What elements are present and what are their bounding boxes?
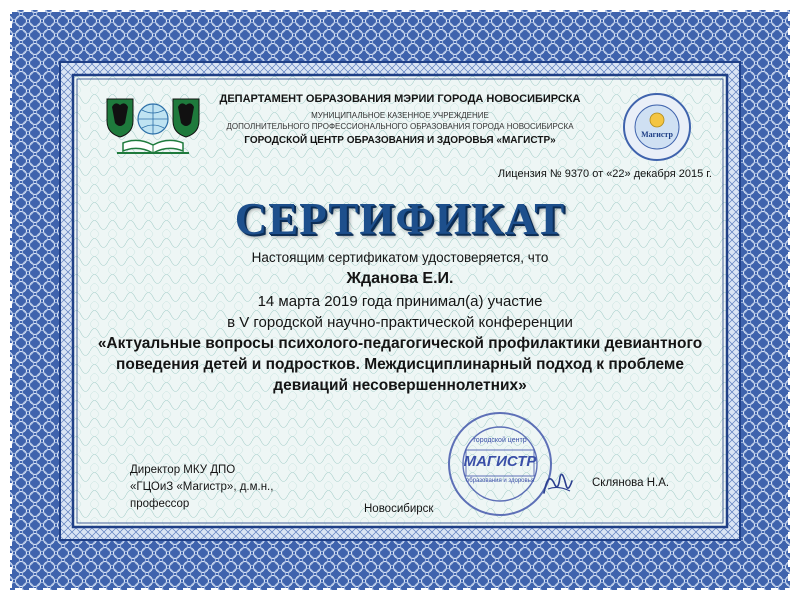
certificate-title: СЕРТИФИКАТ — [234, 194, 566, 244]
handwritten-signature — [538, 463, 578, 503]
signer-name: Склянова Н.А. — [592, 477, 670, 489]
director-line-1: Директор МКУ ДПО — [130, 464, 236, 476]
center-name: ГОРОДСКОЙ ЦЕНТР ОБРАЗОВАНИЯ И ЗДОРОВЬЯ «МАГИСТР» — [244, 135, 556, 146]
director-title — [130, 462, 273, 513]
department-name: ДЕПАРТАМЕНТ ОБРАЗОВАНИЯ МЭРИИ ГОРОДА НОВОСИБИРСКА — [219, 93, 581, 105]
stamp-top-text: городской центр — [473, 437, 527, 444]
certifies-text: Настоящим сертификатом удостоверяется, что — [251, 250, 549, 265]
recipient-name: Жданова Е.И. — [346, 270, 454, 287]
participation-date: 14 марта 2019 года принимал(а) участие — [257, 293, 543, 310]
city-emblem-logo — [103, 93, 203, 159]
conference-topic: «Актуальные вопросы психолого-педагогической профилактики девиантного поведения детей и подростков. Междисциплинарный подход к проблеме девиаций несовершеннолетних» — [97, 335, 703, 394]
conference-name: в V городской научно-практической конференции — [227, 314, 573, 331]
institution-line-1: МУНИЦИПАЛЬНОЕ КАЗЕННОЕ УЧРЕЖДЕНИЕ — [311, 111, 489, 120]
stamp-bottom-text: образования и здоровья — [465, 478, 535, 484]
director-line-2: «ГЦОиЗ «Магистр», д.м.н., — [130, 481, 274, 493]
logo-center-text: Магистр — [641, 130, 673, 139]
director-line-3: профессор — [130, 498, 190, 510]
city-name: Новосибирск — [364, 503, 434, 515]
magistr-round-logo — [622, 92, 692, 162]
license-number: Лицензия № 9370 от «22» декабря 2015 г. — [497, 168, 712, 180]
stamp-center-text: МАГИСТР — [463, 453, 537, 470]
institution-line-2: ДОПОЛНИТЕЛЬНОГО ПРОФЕССИОНАЛЬНОГО ОБРАЗОВАНИЯ ГОРОДА НОВОСИБИРСКА — [226, 122, 574, 131]
